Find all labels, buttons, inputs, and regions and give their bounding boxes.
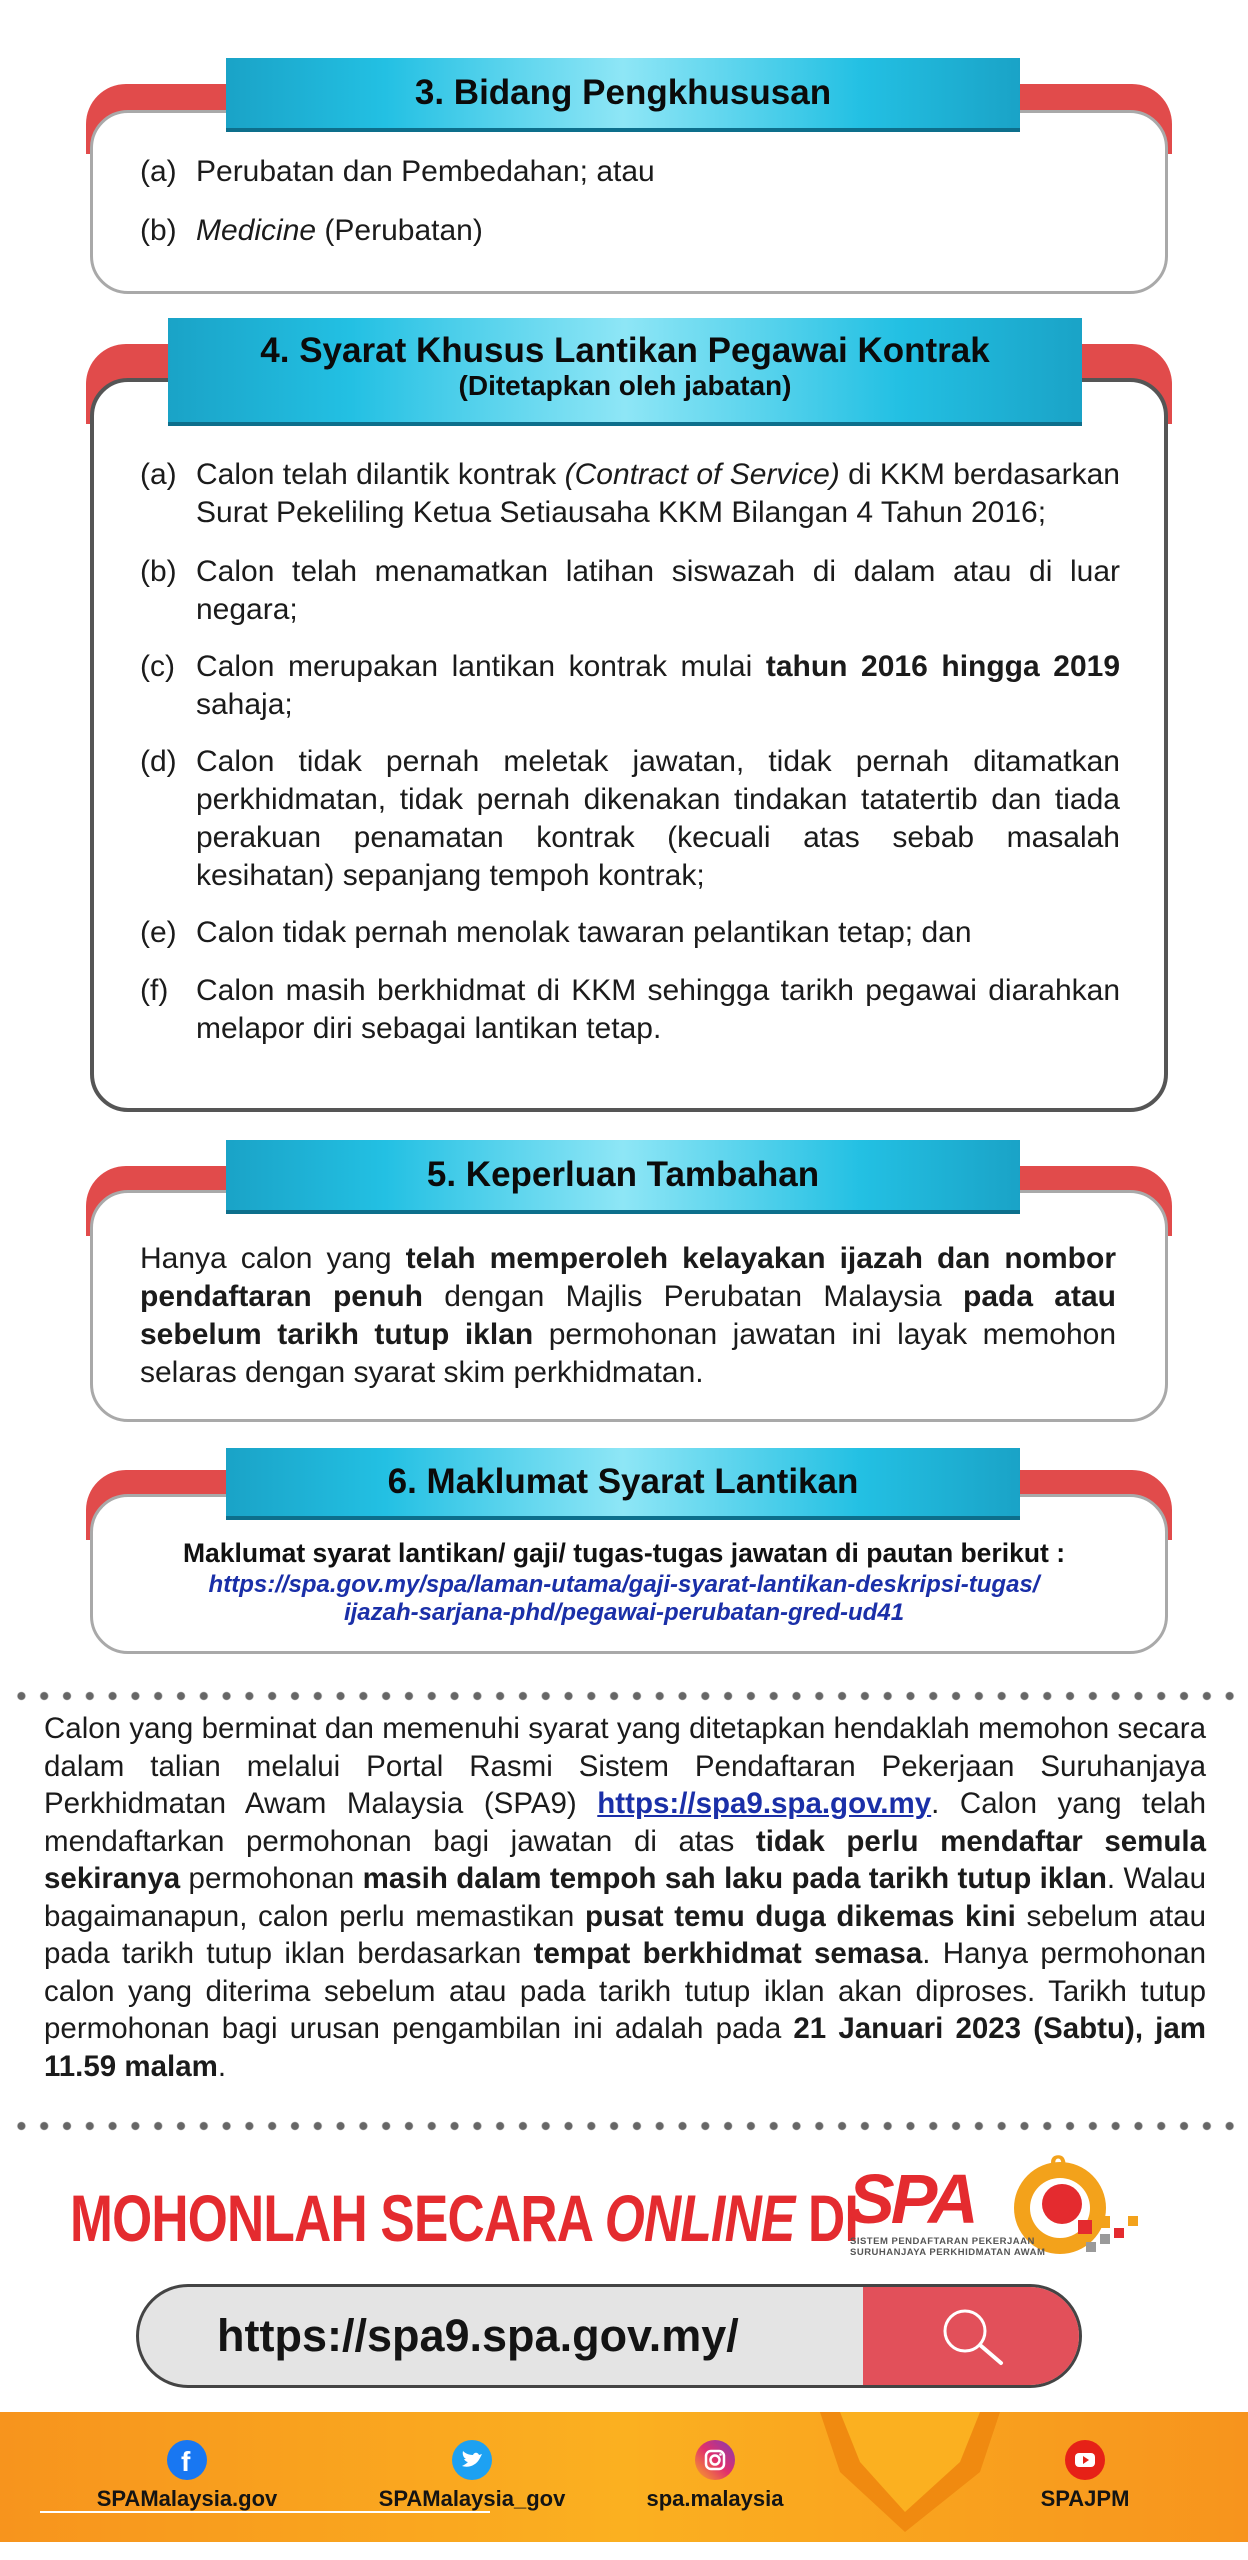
- dotted-divider-bottom: [10, 2121, 1238, 2131]
- instagram-icon[interactable]: [695, 2440, 735, 2480]
- search-button[interactable]: [863, 2287, 1079, 2385]
- section5-text: Hanya calon yang telah memperoleh kelayakan ijazah dan nombor pendaftaran penuh dengan Majlis Perubatan Malaysia pada atau sebelum tarikh tutup iklan permohonan jawatan ini layak memohon selaras dengan syarat skim perkhidmatan.: [140, 1242, 1116, 1389]
- facebook-icon[interactable]: [167, 2440, 207, 2480]
- section4-header: [168, 318, 1082, 426]
- social-twitter[interactable]: SPAMalaysia_gov: [362, 2440, 582, 2512]
- section3-title: 3. Bidang Pengkhususan: [414, 73, 832, 112]
- social-youtube[interactable]: SPAJPM: [1020, 2440, 1150, 2512]
- notice-paragraph: Calon yang berminat dan memenuhi syarat yang ditetapkan hendaklah memohon secara dalam talian melalui Portal Rasmi Sistem Pendaftaran Pekerjaan Suruhanjaya Perkhidmatan Awam Malaysia (SPA9) https://spa9.spa.gov.my. Calon yang telah mendaftarkan permohonan bagi jawatan di atas tidak perlu mendaftar semula sekiranya permohonan masih dalam tempoh sah laku pada tarikh tutup iklan. Walau bagaimanapun, calon perlu memastikan pusat temu duga dikemas kini sebelum atau pada tarikh tutup iklan berdasarkan tempat berkhidmat semasa. Hanya permohonan calon yang diterima sebelum atau pada tarikh tutup iklan akan diproses. Tarikh tutup permohonan bagi urusan pengambilan ini adalah pada 21 Januari 2023 (Sabtu), jam 11.59 malam.: [44, 1712, 1207, 2083]
- section4-item-b: (b) Calon telah menamatkan latihan siswazah di dalam atau di luar negara;: [140, 555, 1120, 626]
- section5-header: [226, 1140, 1020, 1214]
- search-icon: [931, 2301, 1011, 2371]
- section6-title: 6. Maklumat Syarat Lantikan: [387, 1462, 859, 1501]
- section3-header: [226, 58, 1020, 132]
- spa9-logo-subtitle: SISTEM PENDAFTARAN PEKERJAAN SURUHANJAYA PERKHIDMATAN AWAM: [850, 2236, 1046, 2258]
- url-text[interactable]: https://spa9.spa.gov.my/: [217, 2310, 739, 2361]
- section3-item-b: (b) Medicine (Perubatan): [140, 214, 483, 247]
- spa9-link[interactable]: https://spa9.spa.gov.my: [597, 1787, 932, 1820]
- twitter-icon[interactable]: [452, 2440, 492, 2480]
- svg-text:f: f: [181, 2446, 191, 2477]
- social-facebook[interactable]: f SPAMalaysia.gov: [82, 2440, 292, 2512]
- section4-subtitle: (Ditetapkan oleh jabatan): [458, 370, 792, 401]
- section3-card: [90, 110, 1168, 294]
- social-instagram[interactable]: spa.malaysia: [630, 2440, 800, 2512]
- section6-intro: Maklumat syarat lantikan/ gaji/ tugas-tugas jawatan di pautan berikut :: [182, 1538, 1066, 1568]
- spa9-logo-text: SPA: [848, 2160, 975, 2238]
- section6-header: [226, 1448, 1020, 1520]
- youtube-icon[interactable]: [1065, 2440, 1105, 2480]
- spa9-logo: [840, 2150, 1160, 2280]
- section4-item-a: (a) Calon telah dilantik kontrak (Contract of Service) di KKM berdasarkan Surat Pekeliling Ketua Setiausaha KKM Bilangan 4 Tahun 2016;: [140, 458, 1120, 529]
- dotted-divider-top: [10, 1691, 1238, 1701]
- section3-item-a: (a) Perubatan dan Pembedahan; atau: [140, 155, 655, 188]
- section4-title: 4. Syarat Khusus Lantikan Pegawai Kontrak: [260, 331, 990, 370]
- section4-item-e: (e) Calon tidak pernah menolak tawaran pelantikan tetap; dan: [140, 916, 972, 949]
- section5-title: 5. Keperluan Tambahan: [426, 1155, 820, 1194]
- section6-link[interactable]: https://spa.gov.my/spa/laman-utama/gaji-syarat-lantikan-deskripsi-tugas/ ijazah-sarjana-phd/pegawai-perubatan-gred-ud41: [208, 1571, 1040, 1626]
- url-search-bar[interactable]: [136, 2284, 1082, 2388]
- section4-item-f: (f) Calon masih berkhidmat di KKM sehingga tarikh pegawai diarahkan melapor diri sebagai lantikan tetap.: [140, 974, 1120, 1045]
- section4-item-d: (d) Calon tidak pernah meletak jawatan, tidak pernah ditamatkan perkhidmatan, tidak pernah dikenakan tindakan tatatertib dan tiada perakuan penamatan kontrak (kecuali atas sebab masalah kesihatan) sepanjang tempoh kontrak;: [140, 745, 1120, 892]
- spa9-logo-number: 9: [1050, 2150, 1067, 2183]
- apply-online-banner: MOHONLAH SECARA ONLINE DI: [70, 2181, 858, 2255]
- section4-item-c: (c) Calon merupakan lantikan kontrak mulai tahun 2016 hingga 2019 sahaja;: [140, 650, 1121, 721]
